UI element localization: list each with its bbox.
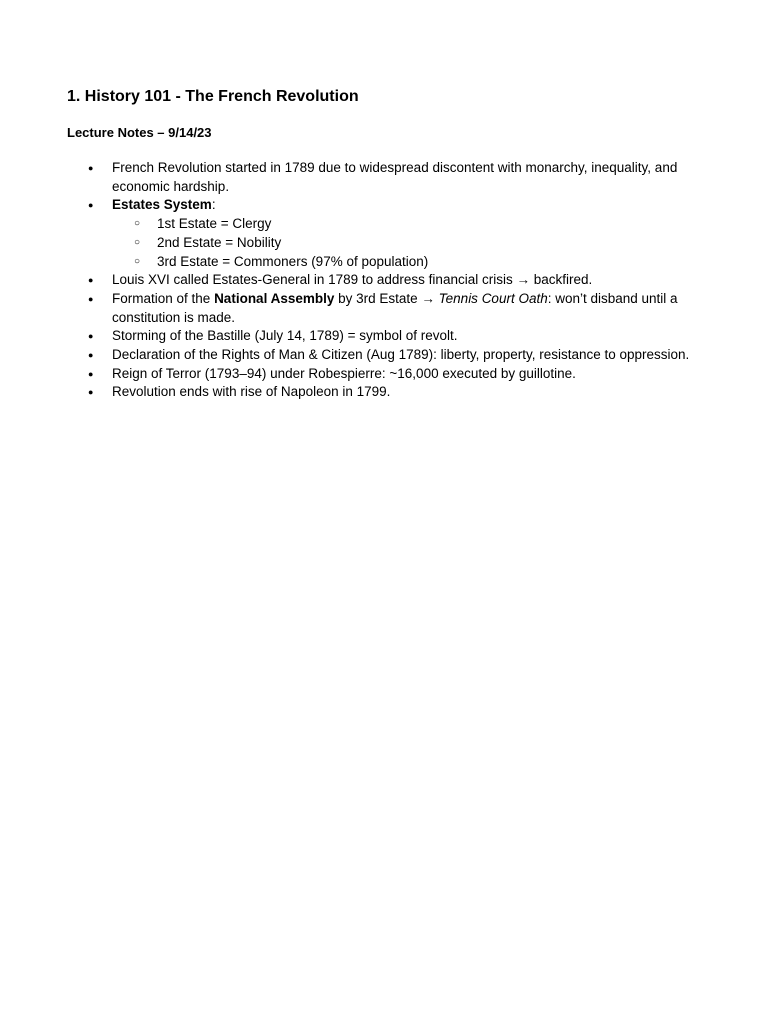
estate-text: 3rd Estate = Commoners (97% of population) [157,253,429,269]
note-text: Storming of the Bastille (July 14, 1789) = symbol of revolt. [112,328,458,344]
sub-list-item [112,253,707,272]
sub-list-item [112,215,707,234]
list-item [67,383,707,402]
note-text: : [211,197,216,213]
list-item [67,365,707,384]
estate-text: 2nd Estate = Nobility [157,234,282,250]
list-item [67,196,707,271]
note-text: : won’t disband until a constitution is made. [112,290,678,325]
note-text: French Revolution started in 1789 due to widespread discontent with monarchy, inequality, and economic hardship. [112,160,678,194]
note-text: Declaration of the Rights of Man & Citizen (Aug 1789): liberty, property, resistance to oppression. [112,347,690,363]
estates-system-term: Estates System [112,197,212,213]
national-assembly-term: National Assembly [214,290,335,306]
note-text: Revolution ends with rise of Napoleon in 1799. [112,384,391,400]
estates-sublist [112,215,707,271]
sub-list-item [112,234,707,253]
list-item [67,290,707,327]
note-text: Louis XVI called Estates-General in 1789 to address financial crisis → backfired. [112,272,593,288]
list-item [67,327,707,346]
note-text: Reign of Terror (1793–94) under Robespierre: ~16,000 executed by guillotine. [112,365,576,381]
notes-list [67,159,707,402]
list-item [67,346,707,365]
page-title: 1. History 101 - The French Revolution [67,88,359,105]
lecture-notes-heading: Lecture Notes – 9/14/23 [67,125,212,140]
estate-text: 1st Estate = Clergy [157,216,272,232]
list-item [67,159,707,196]
note-text: Formation of the [112,290,215,306]
note-text: by 3rd Estate → [334,290,439,306]
tennis-court-oath-term: Tennis Court Oath [438,290,548,306]
list-item [67,271,707,290]
